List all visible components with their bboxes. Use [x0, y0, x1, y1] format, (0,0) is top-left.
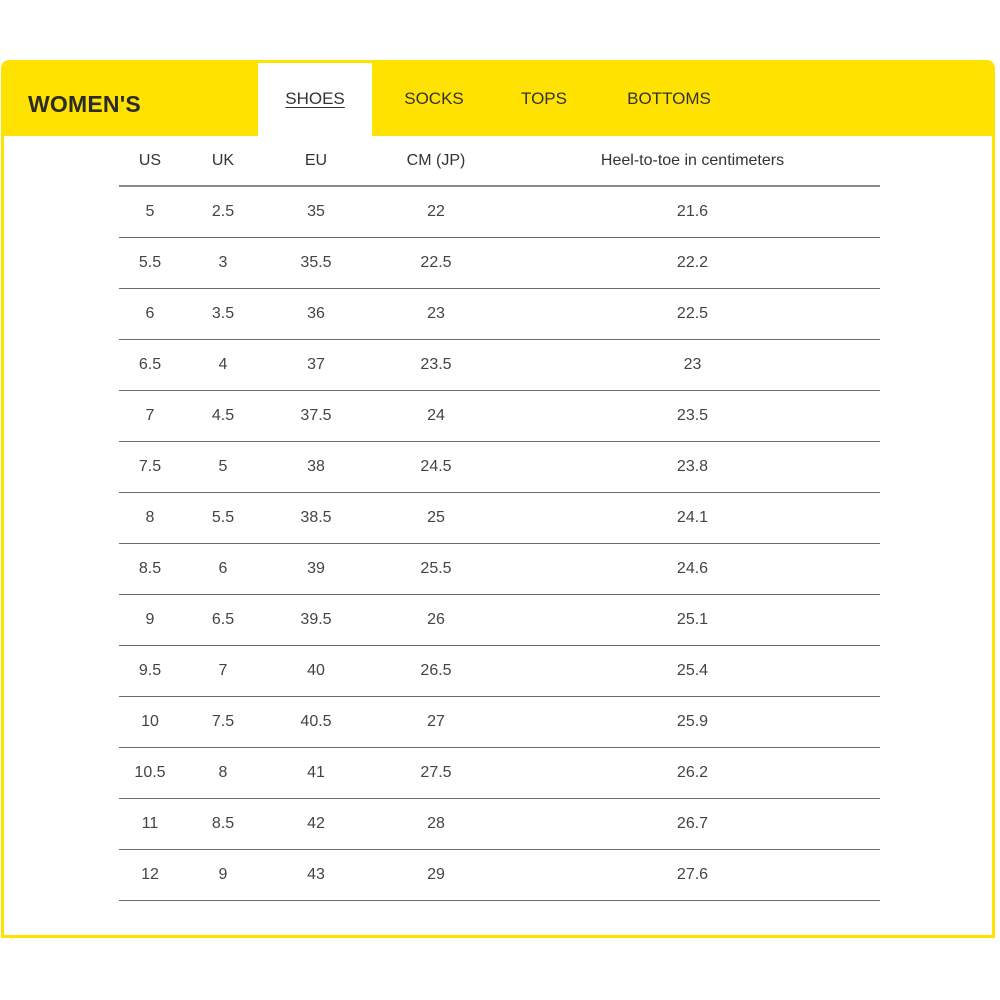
cell-us: 9	[119, 594, 181, 645]
cell-cm-jp: 27	[367, 696, 505, 747]
column-header-uk: UK	[181, 136, 265, 186]
cell-cm-jp: 25	[367, 492, 505, 543]
cell-us: 7.5	[119, 441, 181, 492]
cell-uk: 3	[181, 237, 265, 288]
cell-uk: 8.5	[181, 798, 265, 849]
cell-us: 5.5	[119, 237, 181, 288]
column-header-heel-to-toe: Heel-to-toe in centimeters	[505, 136, 880, 186]
cell-cm-jp: 24.5	[367, 441, 505, 492]
table-row	[119, 288, 880, 339]
cell-us: 7	[119, 390, 181, 441]
cell-uk: 7.5	[181, 696, 265, 747]
cell-eu: 43	[265, 849, 367, 900]
column-header-cm-jp: CM (JP)	[367, 136, 505, 186]
cell-uk: 5.5	[181, 492, 265, 543]
cell-uk: 7	[181, 645, 265, 696]
cell-eu: 39.5	[265, 594, 367, 645]
tab-shoes[interactable]: SHOES	[258, 63, 372, 136]
cell-cm-jp: 26.5	[367, 645, 505, 696]
cell-us: 10	[119, 696, 181, 747]
cell-cm-jp: 28	[367, 798, 505, 849]
cell-eu: 35.5	[265, 237, 367, 288]
shoe-size-table	[119, 136, 880, 901]
cell-heel-to-toe: 21.6	[505, 186, 880, 237]
cell-eu: 39	[265, 543, 367, 594]
cell-us: 6	[119, 288, 181, 339]
table-row	[119, 339, 880, 390]
cell-cm-jp: 25.5	[367, 543, 505, 594]
table-row	[119, 390, 880, 441]
cell-cm-jp: 24	[367, 390, 505, 441]
cell-us: 5	[119, 186, 181, 237]
cell-cm-jp: 22.5	[367, 237, 505, 288]
cell-uk: 2.5	[181, 186, 265, 237]
size-chart-header	[4, 63, 992, 136]
cell-uk: 6	[181, 543, 265, 594]
page-title: WOMEN'S	[28, 91, 141, 117]
table-row	[119, 492, 880, 543]
cell-us: 9.5	[119, 645, 181, 696]
cell-eu: 40	[265, 645, 367, 696]
cell-eu: 41	[265, 747, 367, 798]
cell-heel-to-toe: 26.7	[505, 798, 880, 849]
column-header-eu: EU	[265, 136, 367, 186]
tab-tops[interactable]: TOPS	[521, 89, 567, 108]
tab-bottoms[interactable]: BOTTOMS	[627, 89, 711, 108]
cell-uk: 3.5	[181, 288, 265, 339]
table-row	[119, 441, 880, 492]
cell-eu: 35	[265, 186, 367, 237]
cell-heel-to-toe: 25.9	[505, 696, 880, 747]
cell-uk: 4	[181, 339, 265, 390]
cell-eu: 42	[265, 798, 367, 849]
cell-eu: 37	[265, 339, 367, 390]
cell-eu: 38	[265, 441, 367, 492]
table-body	[119, 186, 880, 900]
table-row	[119, 186, 880, 237]
table-row	[119, 747, 880, 798]
table-row	[119, 798, 880, 849]
cell-eu: 40.5	[265, 696, 367, 747]
cell-cm-jp: 27.5	[367, 747, 505, 798]
size-chart-panel	[1, 60, 995, 938]
cell-heel-to-toe: 22.5	[505, 288, 880, 339]
cell-eu: 37.5	[265, 390, 367, 441]
cell-heel-to-toe: 24.1	[505, 492, 880, 543]
cell-us: 8.5	[119, 543, 181, 594]
cell-uk: 4.5	[181, 390, 265, 441]
cell-us: 10.5	[119, 747, 181, 798]
cell-eu: 36	[265, 288, 367, 339]
cell-uk: 8	[181, 747, 265, 798]
cell-heel-to-toe: 23.8	[505, 441, 880, 492]
table-row	[119, 543, 880, 594]
cell-heel-to-toe: 24.6	[505, 543, 880, 594]
cell-heel-to-toe: 23.5	[505, 390, 880, 441]
column-header-us: US	[119, 136, 181, 186]
cell-uk: 5	[181, 441, 265, 492]
table-row	[119, 696, 880, 747]
cell-heel-to-toe: 25.4	[505, 645, 880, 696]
tab-socks[interactable]: SOCKS	[404, 89, 464, 108]
table-row	[119, 645, 880, 696]
table-row	[119, 237, 880, 288]
cell-heel-to-toe: 26.2	[505, 747, 880, 798]
cell-cm-jp: 23	[367, 288, 505, 339]
cell-heel-to-toe: 22.2	[505, 237, 880, 288]
cell-uk: 9	[181, 849, 265, 900]
cell-heel-to-toe: 23	[505, 339, 880, 390]
cell-cm-jp: 23.5	[367, 339, 505, 390]
table-row	[119, 594, 880, 645]
cell-cm-jp: 29	[367, 849, 505, 900]
table-row	[119, 849, 880, 900]
cell-us: 12	[119, 849, 181, 900]
cell-heel-to-toe: 25.1	[505, 594, 880, 645]
cell-cm-jp: 22	[367, 186, 505, 237]
cell-heel-to-toe: 27.6	[505, 849, 880, 900]
cell-us: 6.5	[119, 339, 181, 390]
cell-cm-jp: 26	[367, 594, 505, 645]
cell-uk: 6.5	[181, 594, 265, 645]
cell-us: 11	[119, 798, 181, 849]
cell-us: 8	[119, 492, 181, 543]
table-header-row	[119, 136, 880, 186]
cell-eu: 38.5	[265, 492, 367, 543]
